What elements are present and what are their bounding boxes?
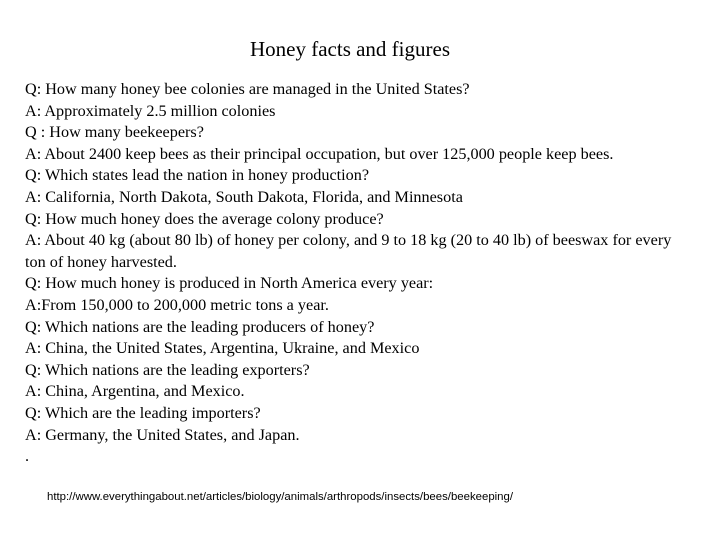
answer-importers: A: Germany, the United States, and Japan. (25, 425, 300, 444)
qa-list (25, 79, 695, 468)
answer-colonies: A: Approximately 2.5 million colonies (25, 101, 276, 120)
trailing-dot: . (25, 447, 30, 466)
answer-producers: A: China, the United States, Argentina, Ukraine, and Mexico (25, 339, 420, 358)
question-colonies: Q: How many honey bee colonies are managed in the United States? (25, 80, 470, 98)
question-beekeepers: Q : How many beekeepers? (25, 123, 204, 142)
source-url: http://www.everythingabout.net/articles/biology/animals/arthropods/insects/bees/beekeeping/ (47, 491, 514, 503)
question-exporters: Q: Which nations are the leading exporters? (25, 360, 310, 379)
page-title: Honey facts and figures (249, 37, 450, 61)
answer-north-america: A:From 150,000 to 200,000 metric tons a year. (25, 295, 329, 314)
question-colony-yield: Q: How much honey does the average colony produce? (25, 209, 384, 228)
question-north-america: Q: How much honey is produced in North America every year: (25, 274, 434, 293)
answer-beekeepers: A: About 2400 keep bees as their principal occupation, but over 125,000 people keep bees. (25, 144, 614, 163)
answer-exporters: A: China, Argentina, and Mexico. (25, 382, 245, 401)
answer-states: A: California, North Dakota, South Dakota, Florida, and Minnesota (25, 187, 463, 206)
question-states: Q: Which states lead the nation in honey production? (25, 166, 370, 185)
question-producers: Q: Which nations are the leading producers of honey? (25, 317, 375, 336)
answer-colony-yield: A: About 40 kg (about 80 lb) of honey per colony, and 9 to 18 kg (20 to 40 lb) of beeswax for every ton of honey harvested. (25, 231, 672, 271)
question-importers: Q: Which are the leading importers? (25, 403, 261, 422)
